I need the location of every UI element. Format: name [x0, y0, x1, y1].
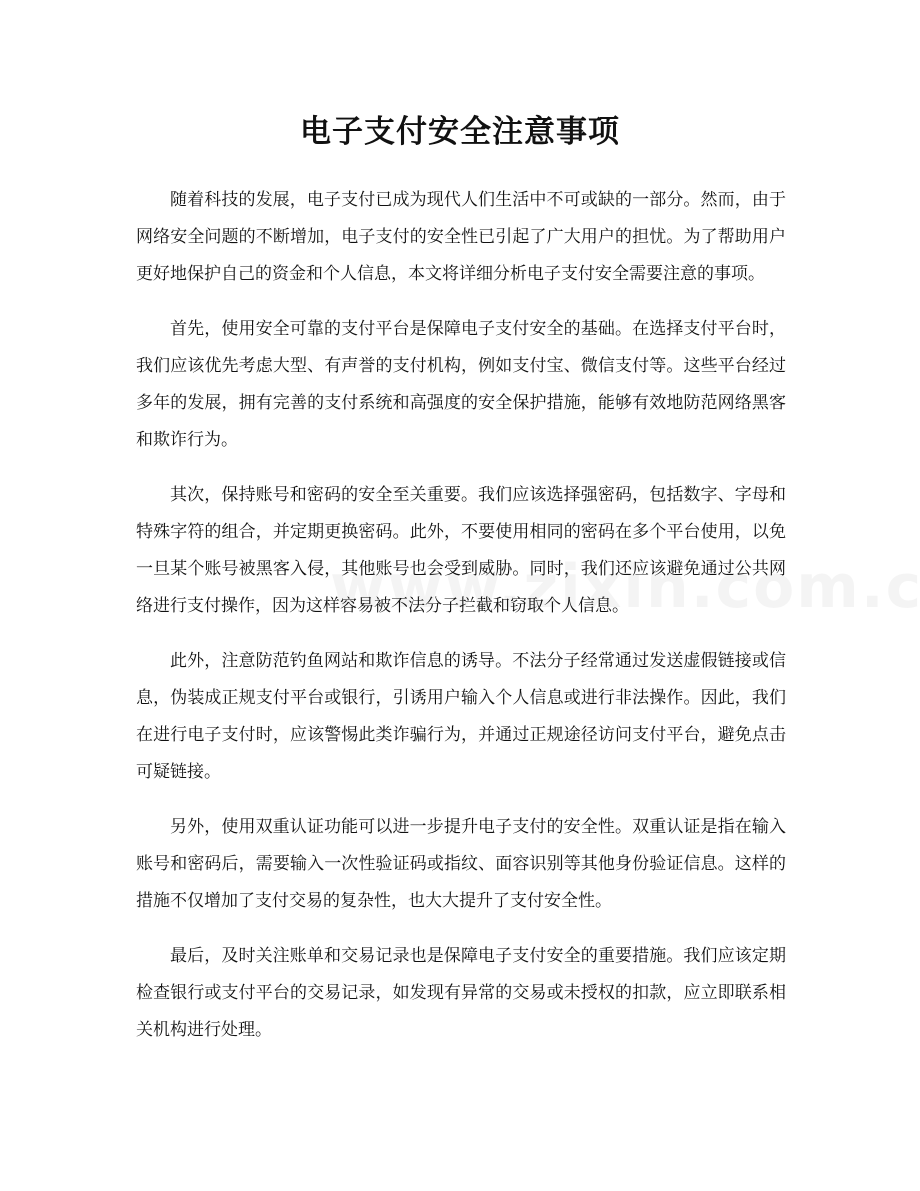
paragraph-4: 此外，注意防范钓鱼网站和欺诈信息的诱导。不法分子经常通过发送虚假链接或信息，伪装成正规支付平台或银行，引诱用户输入个人信息或进行非法操作。因此，我们在进行电子支付时，应该警惕此类诈骗行为，并通过正规途径访问支付平台，避免点击可疑链接。: [136, 651, 786, 782]
paragraph-6: 最后，及时关注账单和交易记录也是保障电子支付安全的重要措施。我们应该定期检查银行或支付平台的交易记录，如发现有异常的交易或未授权的扣款，应立即联系相关机构进行处理。: [136, 946, 786, 1040]
paragraph-1: 随着科技的发展，电子支付已成为现代人们生活中不可或缺的一部分。然而，由于网络安全问题的不断增加，电子支付的安全性已引起了广大用户的担忧。为了帮助用户更好地保护自己的资金和个人信息，本文将详细分析电子支付安全需要注意的事项。: [136, 190, 786, 284]
paragraph-2: 首先，使用安全可靠的支付平台是保障电子支付安全的基础。在选择支付平台时，我们应该优先考虑大型、有声誉的支付机构，例如支付宝、微信支付等。这些平台经过多年的发展，拥有完善的支付系统和高强度的安全保护措施，能够有效地防范网络黑客和欺诈行为。: [136, 319, 786, 450]
paragraph-3: 其次，保持账号和密码的安全至关重要。我们应该选择强密码，包括数字、字母和特殊字符的组合，并定期更换密码。此外，不要使用相同的密码在多个平台使用，以免一旦某个账号被黑客入侵，其他账号也会受到威胁。同时，我们还应该避免通过公共网络进行支付操作，因为这样容易被不法分子拦截和窃取个人信息。: [136, 485, 786, 616]
document-title: 电子支付安全注意事项: [300, 114, 620, 150]
document-body: [136, 182, 786, 1067]
paragraph-5: 另外，使用双重认证功能可以进一步提升电子支付的安全性。双重认证是指在输入账号和密码后，需要输入一次性验证码或指纹、面容识别等其他身份验证信息。这样的措施不仅增加了支付交易的复杂性，也大大提升了支付安全性。: [136, 817, 786, 911]
